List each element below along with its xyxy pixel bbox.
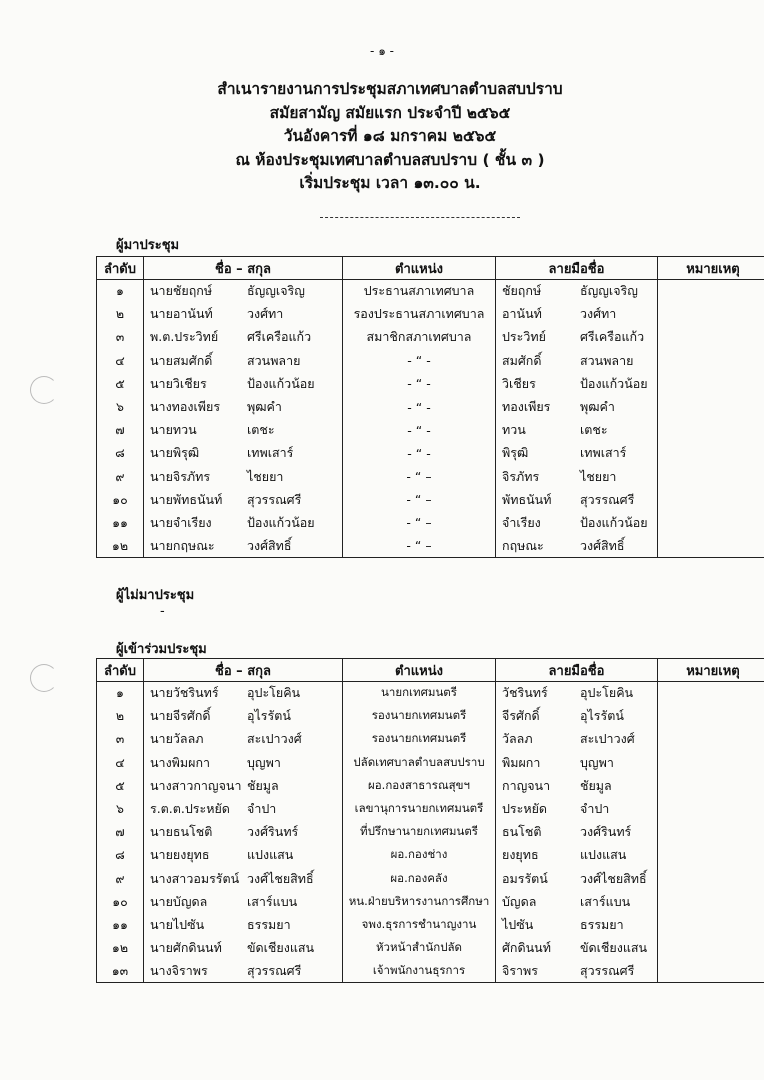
signature-first-name: ไปซัน (502, 916, 534, 932)
row-position: หน.ฝ่ายบริหารงานการศึกษา (343, 890, 496, 913)
column-header-signature: ลายมือชื่อ (496, 659, 658, 682)
row-position: ผอ.กองช่าง (343, 844, 496, 867)
row-name (144, 465, 343, 488)
row-index: ๑๒ (97, 535, 144, 558)
table-row (97, 488, 764, 511)
row-remark (658, 395, 764, 418)
row-last-name: ธรรมยา (247, 916, 291, 932)
row-name (144, 488, 343, 511)
table-row (97, 821, 764, 844)
signature-first-name: ทวน (502, 422, 526, 438)
signature-last-name: วงศ์ไชยสิทธิ์ (580, 870, 647, 886)
signature-first-name: วัลลภ (502, 731, 533, 747)
row-position: - “ - (343, 419, 496, 442)
table-row (97, 774, 764, 797)
row-index: ๔ (97, 751, 144, 774)
row-position: - “ – (343, 511, 496, 534)
row-last-name: ชัยมูล (247, 777, 279, 793)
table-row (97, 705, 764, 728)
column-header-name: ชื่อ – สกุล (144, 257, 343, 280)
row-signature (496, 705, 658, 728)
row-position: รองนายกเทศมนตรี (343, 705, 496, 728)
signature-first-name: วัชรินทร์ (502, 685, 548, 701)
signature-first-name: อมรรัตน์ (502, 870, 548, 886)
page-number: - ๑ - (370, 44, 394, 58)
signature-first-name: ธนโชติ (502, 824, 542, 840)
row-first-name: นายศักดินนท์ (150, 940, 222, 956)
column-header-remark: หมายเหตุ (658, 257, 764, 280)
row-index: ๑๓ (97, 960, 144, 983)
column-header-index: ลำดับ (97, 257, 144, 280)
title-line-4: ณ ห้องประชุมเทศบาลตำบลสบปราบ ( ชั้น ๓ ) (235, 150, 545, 169)
title-line-3: วันอังคารที่ ๑๘ มกราคม ๒๕๖๕ (283, 127, 497, 145)
row-name (144, 867, 343, 890)
attendees-table (96, 256, 764, 558)
row-index: ๒ (97, 705, 144, 728)
participants-table (96, 658, 764, 983)
row-name (144, 890, 343, 913)
signature-last-name: เทพเสาร์ (580, 445, 627, 461)
row-last-name: ป้องแก้วน้อย (247, 514, 315, 530)
row-position: - “ - (343, 372, 496, 395)
row-name (144, 280, 343, 303)
row-first-name: นายวัชรินทร์ (150, 685, 219, 701)
table-row (97, 682, 764, 705)
row-position: ปลัดเทศบาลตำบลสบปราบ (343, 751, 496, 774)
signature-first-name: กฤษณะ (502, 537, 544, 553)
row-remark (658, 844, 764, 867)
signature-last-name: พุฒคำ (580, 399, 615, 415)
row-remark (658, 280, 764, 303)
signature-last-name: แปงแสน (580, 847, 627, 863)
row-index: ๘ (97, 442, 144, 465)
row-first-name: นายธนโชติ (150, 824, 213, 840)
signature-first-name: จิราพร (502, 963, 539, 979)
row-position: ผอ.กองคลัง (343, 867, 496, 890)
row-signature (496, 913, 658, 936)
table-row (97, 372, 764, 395)
signature-last-name: สะเปาวงศ์ (580, 731, 635, 747)
signature-last-name: อุไรรัตน์ (580, 708, 624, 724)
signature-first-name: จิรภัทร (502, 468, 540, 484)
signature-last-name: ศรีเครือแก้ว (580, 329, 645, 345)
row-index: ๑๑ (97, 913, 144, 936)
signature-first-name: ยงยุทธ (502, 847, 539, 863)
row-name (144, 372, 343, 395)
signature-first-name: ชัยฤกษ์ (502, 283, 542, 299)
row-signature (496, 890, 658, 913)
row-remark (658, 682, 764, 705)
table-row (97, 395, 764, 418)
signature-last-name: สุวรรณศรี (580, 491, 635, 507)
row-first-name: นายจำเรียง (150, 514, 212, 530)
table-row (97, 419, 764, 442)
column-header-remark: หมายเหตุ (658, 659, 764, 682)
signature-first-name: บัญดล (502, 893, 537, 909)
row-first-name: นายไปซัน (150, 916, 205, 932)
signature-last-name: จำปา (580, 801, 610, 817)
row-signature (496, 488, 658, 511)
row-position: นายกเทศมนตรี (343, 682, 496, 705)
signature-first-name: พิมผกา (502, 754, 541, 770)
row-position: ผอ.กองสาธารณสุขฯ (343, 774, 496, 797)
row-name (144, 937, 343, 960)
row-name (144, 797, 343, 820)
column-header-position: ตำแหน่ง (343, 659, 496, 682)
row-name (144, 511, 343, 534)
row-signature (496, 797, 658, 820)
punch-hole-mark (30, 664, 58, 692)
row-position: สมาชิกสภาเทศบาล (343, 326, 496, 349)
row-remark (658, 303, 764, 326)
row-first-name: นายพัทธนันท์ (150, 491, 223, 507)
row-remark (658, 372, 764, 395)
row-first-name: นางสาวกาญจนา (150, 777, 242, 793)
row-remark (658, 821, 764, 844)
row-name (144, 774, 343, 797)
row-signature (496, 960, 658, 983)
signature-first-name: สมศักดิ์ (502, 352, 542, 368)
row-position: เจ้าพนักงานธุรการ (343, 960, 496, 983)
row-signature (496, 349, 658, 372)
attendees-label: ผู้มาประชุม (116, 238, 180, 253)
row-name (144, 705, 343, 728)
row-position: จพง.ธุรการชำนาญงาน (343, 913, 496, 936)
row-first-name: นายบัญดล (150, 893, 208, 909)
row-name (144, 303, 343, 326)
table-row (97, 535, 764, 558)
row-remark (658, 326, 764, 349)
title-divider (320, 217, 520, 218)
signature-last-name: สวนพลาย (580, 352, 634, 368)
row-signature (496, 682, 658, 705)
row-first-name: นายวัลลภ (150, 731, 204, 747)
title-line-2: สมัยสามัญ สมัยแรก ประจำปี ๒๕๖๕ (269, 103, 511, 122)
signature-last-name: เตชะ (580, 422, 608, 438)
column-header-signature: ลายมือชื่อ (496, 257, 658, 280)
row-name (144, 442, 343, 465)
table-row (97, 280, 764, 303)
row-index: ๑๑ (97, 511, 144, 534)
row-position: ประธานสภาเทศบาล (343, 280, 496, 303)
signature-last-name: เสาร์แบน (580, 893, 631, 909)
row-remark (658, 488, 764, 511)
row-signature (496, 728, 658, 751)
row-position: ที่ปรึกษานายกเทศมนตรี (343, 821, 496, 844)
row-index: ๑ (97, 682, 144, 705)
column-header-index: ลำดับ (97, 659, 144, 682)
row-last-name: สุวรรณศรี (247, 963, 302, 979)
signature-last-name: วงศ์สิทธิ์ (580, 537, 625, 553)
title-line-1: สำเนารายงานการประชุมสภาเทศบาลตำบลสบปราบ (217, 80, 563, 98)
row-remark (658, 774, 764, 797)
signature-last-name: อุปะโยคิน (580, 685, 634, 701)
row-position: - “ - (343, 395, 496, 418)
row-remark (658, 751, 764, 774)
signature-last-name: สุวรรณศรี (580, 963, 635, 979)
row-position: - “ - (343, 349, 496, 372)
signature-first-name: พัทธนันท์ (502, 491, 552, 507)
row-last-name: ป้องแก้วน้อย (247, 375, 315, 391)
row-position: - “ - (343, 442, 496, 465)
table-row (97, 797, 764, 820)
column-header-position: ตำแหน่ง (343, 257, 496, 280)
row-signature (496, 774, 658, 797)
row-index: ๘ (97, 844, 144, 867)
signature-last-name: ขัดเชียงแสน (580, 940, 648, 956)
punch-hole-mark (30, 376, 58, 404)
row-last-name: เสาร์แบน (247, 893, 298, 909)
row-remark (658, 728, 764, 751)
table-row (97, 326, 764, 349)
row-signature (496, 303, 658, 326)
row-index: ๒ (97, 303, 144, 326)
row-name (144, 913, 343, 936)
row-index: ๑๒ (97, 937, 144, 960)
column-header-name: ชื่อ – สกุล (144, 659, 343, 682)
table-row (97, 303, 764, 326)
absentees-label: ผู้ไม่มาประชุม (116, 588, 195, 603)
signature-first-name: อานันท์ (502, 306, 542, 322)
row-remark (658, 511, 764, 534)
row-last-name: วงศ์รินทร์ (247, 824, 299, 840)
row-position: รองนายกเทศมนตรี (343, 728, 496, 751)
row-name (144, 960, 343, 983)
row-remark (658, 535, 764, 558)
row-remark (658, 465, 764, 488)
row-last-name: สุวรรณศรี (247, 491, 302, 507)
row-index: ๑ (97, 280, 144, 303)
signature-first-name: กาญจนา (502, 777, 551, 793)
row-last-name: ขัดเชียงแสน (247, 940, 315, 956)
row-name (144, 844, 343, 867)
row-first-name: นายชัยฤกษ์ (150, 283, 213, 299)
table-row (97, 511, 764, 534)
absentees-value: - (160, 604, 165, 619)
row-last-name: ธัญญเจริญ (247, 283, 305, 299)
table-row (97, 960, 764, 983)
row-first-name: นายวิเชียร (150, 375, 207, 391)
row-remark (658, 890, 764, 913)
signature-first-name: จำเรียง (502, 514, 541, 530)
signature-last-name: ธัญญเจริญ (580, 283, 638, 299)
row-remark (658, 349, 764, 372)
row-last-name: บุญพา (247, 754, 281, 770)
signature-first-name: พิรุฒิ (502, 445, 529, 461)
row-index: ๙ (97, 465, 144, 488)
row-last-name: พุฒคำ (247, 399, 282, 415)
row-last-name: อุปะโยคิน (247, 685, 301, 701)
row-name (144, 728, 343, 751)
row-remark (658, 442, 764, 465)
row-position: - “ – (343, 488, 496, 511)
row-first-name: ร.ต.ต.ประหยัด (150, 801, 230, 817)
row-first-name: พ.ต.ประวิทย์ (150, 329, 219, 345)
table-row (97, 867, 764, 890)
row-signature (496, 844, 658, 867)
row-name (144, 821, 343, 844)
row-name (144, 349, 343, 372)
row-first-name: นายทวน (150, 422, 197, 438)
row-first-name: นายจิรภัทร (150, 468, 211, 484)
row-first-name: นายพิรุฒิ (150, 445, 200, 461)
row-signature (496, 326, 658, 349)
row-last-name: เทพเสาร์ (247, 445, 294, 461)
row-last-name: วงศ์ไชยสิทธิ์ (247, 870, 314, 886)
row-first-name: นายจีรศักดิ์ (150, 708, 211, 724)
row-signature (496, 821, 658, 844)
row-last-name: ศรีเครือแก้ว (247, 329, 312, 345)
row-remark (658, 867, 764, 890)
row-position: - “ – (343, 465, 496, 488)
row-remark (658, 797, 764, 820)
row-last-name: สวนพลาย (247, 352, 301, 368)
row-remark (658, 937, 764, 960)
row-signature (496, 395, 658, 418)
row-name (144, 395, 343, 418)
row-index: ๗ (97, 821, 144, 844)
row-name (144, 535, 343, 558)
row-signature (496, 442, 658, 465)
row-position: - “ – (343, 535, 496, 558)
row-last-name: ไชยยา (247, 468, 284, 484)
signature-last-name: ป้องแก้วน้อย (580, 514, 648, 530)
document-title (70, 78, 710, 196)
row-position: หัวหน้าสำนักปลัด (343, 937, 496, 960)
row-index: ๕ (97, 372, 144, 395)
row-first-name: นางจิราพร (150, 963, 208, 979)
signature-last-name: วงศ์รินทร์ (580, 824, 632, 840)
row-signature (496, 751, 658, 774)
signature-first-name: ทองเพียร (502, 399, 551, 415)
row-index: ๖ (97, 797, 144, 820)
table-row (97, 349, 764, 372)
row-last-name: จำปา (247, 801, 277, 817)
signature-last-name: ชัยมูล (580, 777, 612, 793)
row-last-name: วงศ์สิทธิ์ (247, 537, 292, 553)
signature-first-name: ประหยัด (502, 801, 548, 817)
row-last-name: วงศ์ทา (247, 306, 284, 322)
row-name (144, 419, 343, 442)
row-last-name: อุไรรัตน์ (247, 708, 291, 724)
row-last-name: สะเปาวงศ์ (247, 731, 302, 747)
row-position: รองประธานสภาเทศบาล (343, 303, 496, 326)
row-index: ๔ (97, 349, 144, 372)
row-remark (658, 960, 764, 983)
row-signature (496, 465, 658, 488)
table-row (97, 913, 764, 936)
row-name (144, 326, 343, 349)
row-first-name: นายยงยุทธ (150, 847, 210, 863)
signature-last-name: ธรรมยา (580, 916, 624, 932)
row-index: ๗ (97, 419, 144, 442)
row-last-name: เตชะ (247, 422, 275, 438)
row-index: ๓ (97, 326, 144, 349)
participants-label: ผู้เข้าร่วมประชุม (116, 642, 207, 657)
signature-first-name: ประวิทย์ (502, 329, 546, 345)
row-signature (496, 937, 658, 960)
row-index: ๖ (97, 395, 144, 418)
row-first-name: นายกฤษณะ (150, 537, 215, 553)
row-signature (496, 867, 658, 890)
row-index: ๙ (97, 867, 144, 890)
table-row (97, 751, 764, 774)
row-position: เลขานุการนายกเทศมนตรี (343, 797, 496, 820)
signature-first-name: วิเชียร (502, 375, 536, 391)
row-first-name: นายสมศักดิ์ (150, 352, 213, 368)
signature-last-name: บุญพา (580, 754, 614, 770)
title-line-5: เริ่มประชุม เวลา ๑๓.๐๐ น. (299, 174, 481, 192)
row-signature (496, 511, 658, 534)
row-first-name: นายอานันท์ (150, 306, 213, 322)
row-last-name: แปงแสน (247, 847, 294, 863)
signature-first-name: จีรศักดิ์ (502, 708, 540, 724)
table-row (97, 890, 764, 913)
table-row (97, 844, 764, 867)
row-index: ๑๐ (97, 890, 144, 913)
row-index: ๓ (97, 728, 144, 751)
signature-last-name: ไชยยา (580, 468, 617, 484)
table-row (97, 728, 764, 751)
row-index: ๕ (97, 774, 144, 797)
row-index: ๑๐ (97, 488, 144, 511)
row-remark (658, 705, 764, 728)
signature-first-name: ศักดินนท์ (502, 940, 551, 956)
row-signature (496, 419, 658, 442)
table-row (97, 937, 764, 960)
row-first-name: นางทองเพียร (150, 399, 221, 415)
row-signature (496, 535, 658, 558)
row-name (144, 682, 343, 705)
row-signature (496, 280, 658, 303)
signature-last-name: วงศ์ทา (580, 306, 617, 322)
row-first-name: นางสาวอมรรัตน์ (150, 870, 240, 886)
row-remark (658, 913, 764, 936)
row-remark (658, 419, 764, 442)
row-signature (496, 372, 658, 395)
signature-last-name: ป้องแก้วน้อย (580, 375, 648, 391)
row-name (144, 751, 343, 774)
table-row (97, 465, 764, 488)
row-first-name: นางพิมผกา (150, 754, 211, 770)
table-row (97, 442, 764, 465)
